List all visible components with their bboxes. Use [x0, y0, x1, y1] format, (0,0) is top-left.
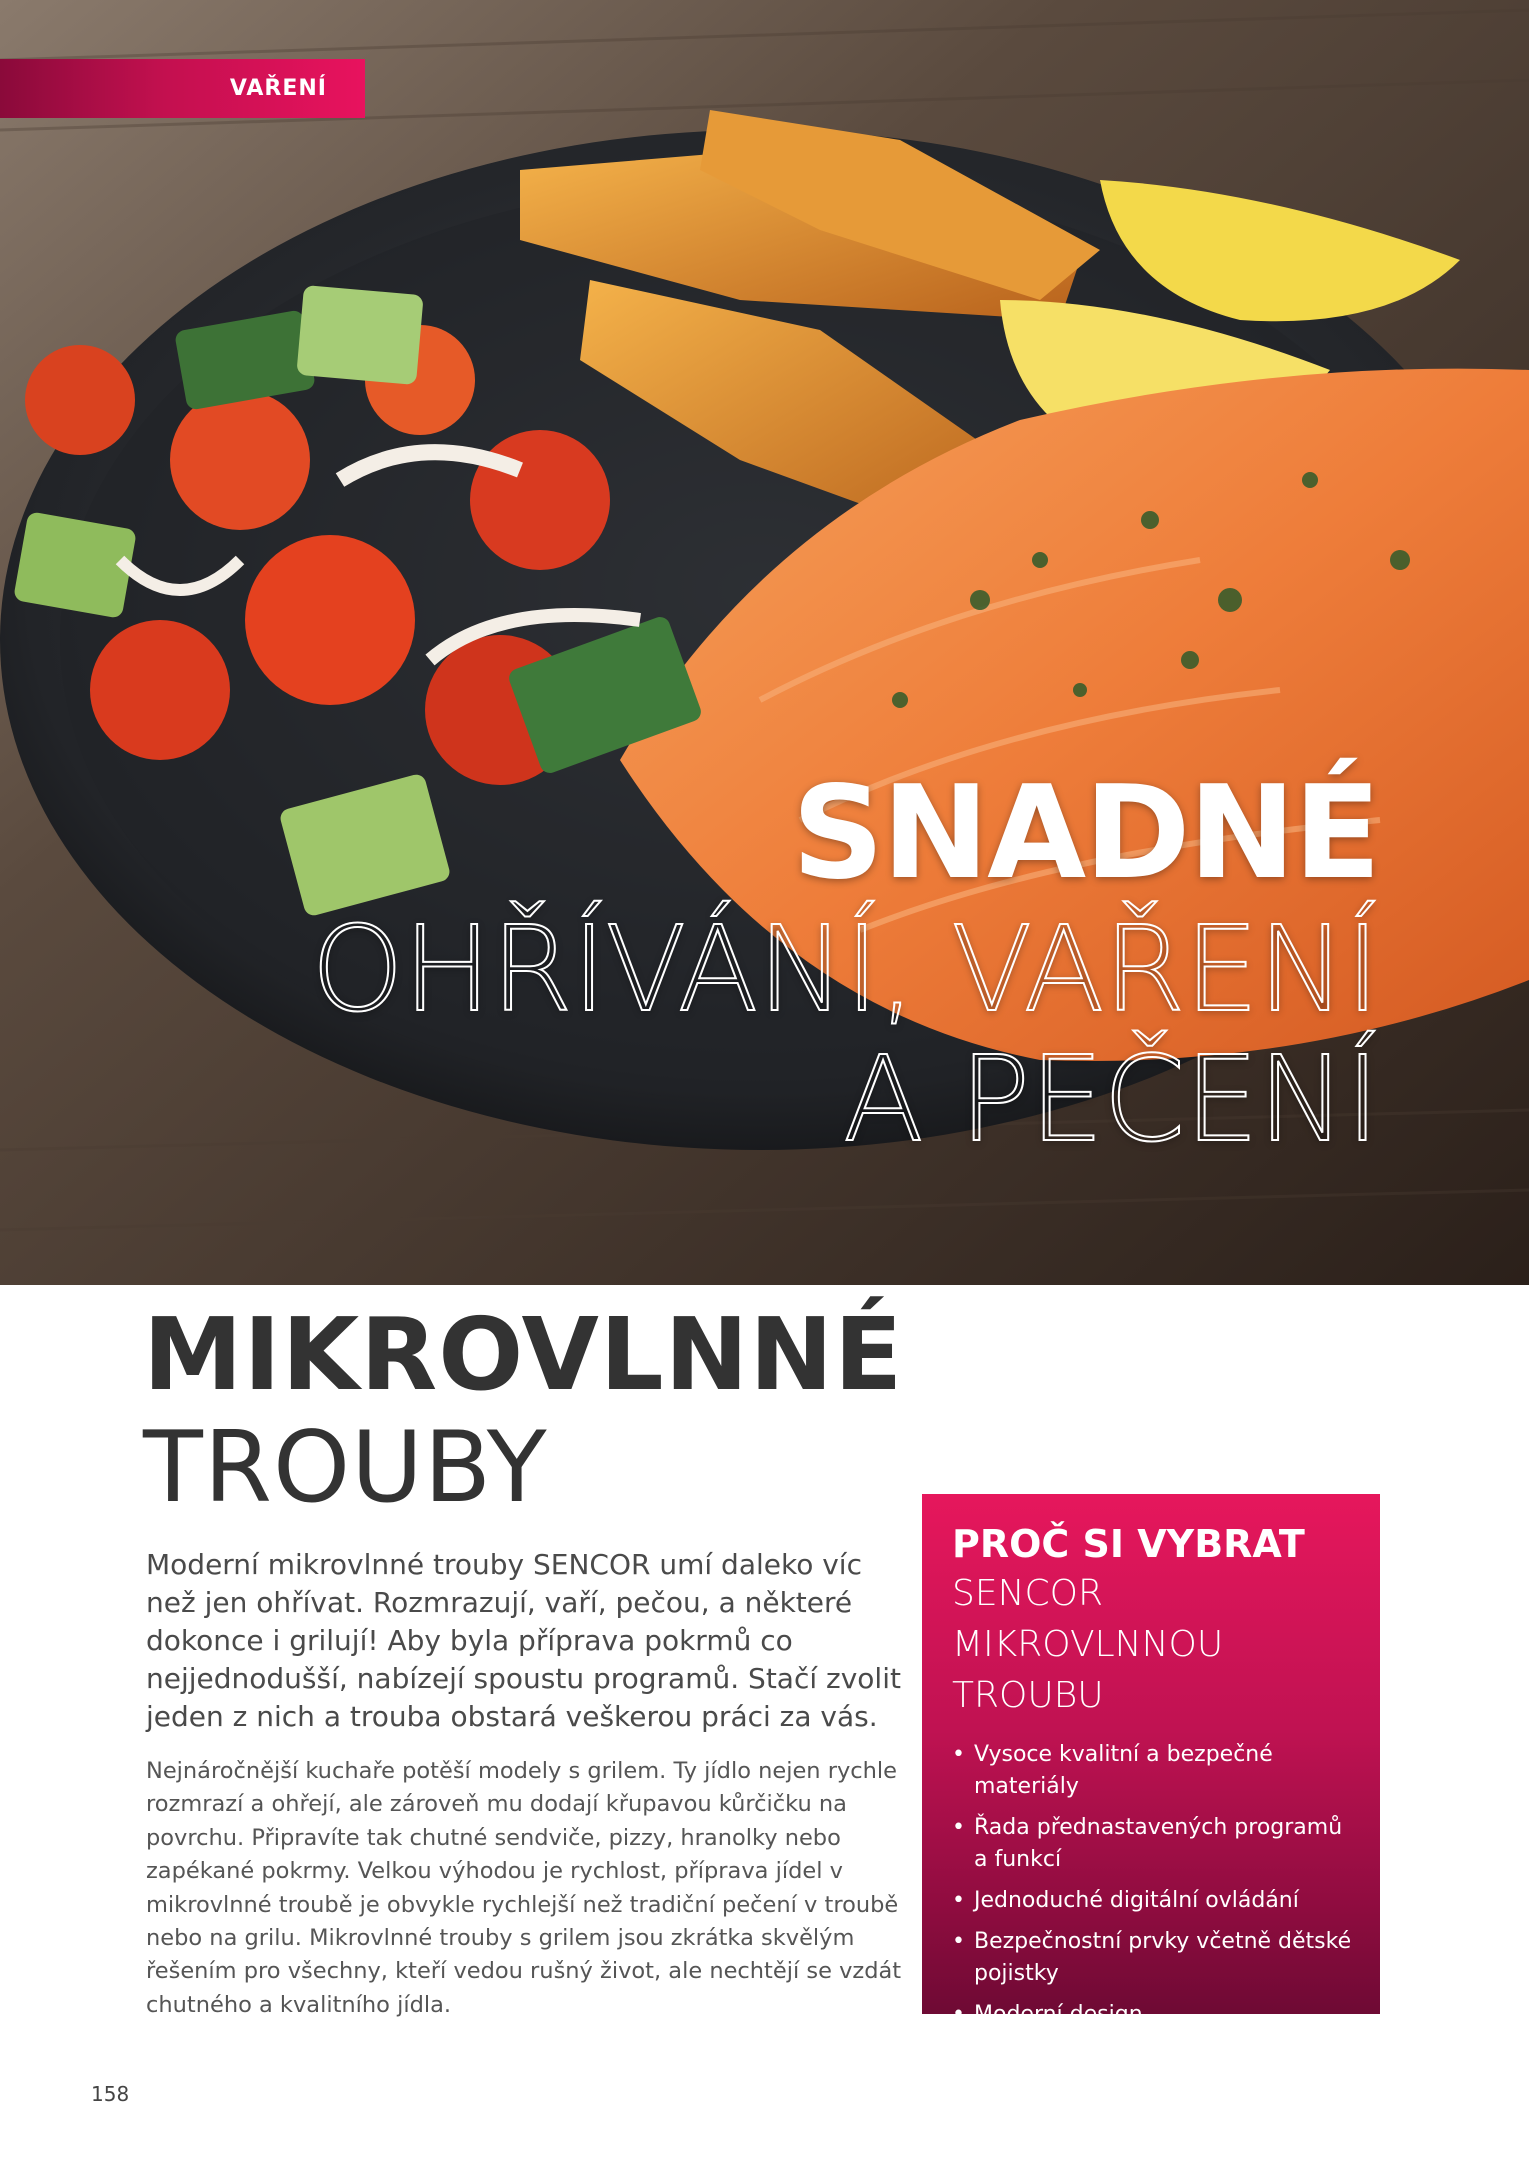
- page-number: 158: [91, 2082, 130, 2106]
- body-paragraph: Nejnáročnější kuchaře potěší modely s grilem. Ty jídlo nejen rychle rozmrazí a ohřejí, ale zároveň mu dodají křupavou kůrčičku na povrchu. Připravíte tak chutné sendviče, pizzy, hranolky nebo zapékané pokrmy. Velkou výhodou je rychlost, příprava jídel v mikrovlnné troubě je obvykle rychlejší než tradiční pečení v troubě nebo na grilu. Mikrovlnné trouby s grilem jsou zkrátka skvělým řešením pro všechny, kteří vedou rušný život, ale nechtějí se vzdát chutného a kvalitního jídla.: [146, 1758, 902, 2018]
- section-title-light: TROUBY: [143, 1411, 548, 1525]
- feature-list-item: • Bezpečnostní prvky včetně dětské pojistky: [952, 1926, 1358, 1990]
- box-subheading-line: SENCOR: [952, 1573, 1104, 1614]
- hero-title-line2: OHŘÍVÁNÍ, VAŘENÍ: [311, 900, 1379, 1038]
- why-choose-box: [922, 1494, 1380, 2027]
- section-title: [143, 1296, 904, 1525]
- section-title-bold: MIKROVLNNÉ: [143, 1296, 904, 1413]
- box-subheading-line: TROUBU: [952, 1675, 1104, 1716]
- feature-list: [952, 1739, 1358, 2031]
- lead-paragraph: Moderní mikrovlnné trouby SENCOR umí daleko víc než jen ohřívat. Rozmrazují, vaří, pečou, a některé dokonce i grilují! Aby byla příprava pokrmů co nejjednodušší, nabízejí spoustu programů. Stačí zvolit jeden z nich a trouba obstará veškerou práci za vás.: [146, 1548, 901, 1733]
- hero-title-line1: SNADNÉ: [791, 759, 1379, 908]
- hero-title-line3: A PEČENÍ: [843, 1030, 1379, 1168]
- box-heading: PROČ SI VYBRAT: [952, 1522, 1305, 1566]
- feature-list-item: • Vysoce kvalitní a bezpečné materiály: [952, 1739, 1358, 1803]
- feature-list-item: • Moderní design: [952, 1999, 1358, 2031]
- section-tag: [0, 59, 365, 118]
- hero-title: [311, 759, 1379, 1168]
- section-tag-label: VAŘENÍ: [229, 76, 327, 101]
- feature-list-item: • Jednoduché digitální ovládání: [952, 1885, 1358, 1917]
- box-subheading-line: MIKROVLNNOU: [952, 1624, 1224, 1665]
- feature-list-item: • Řada přednastavených programů a funkcí: [952, 1812, 1358, 1876]
